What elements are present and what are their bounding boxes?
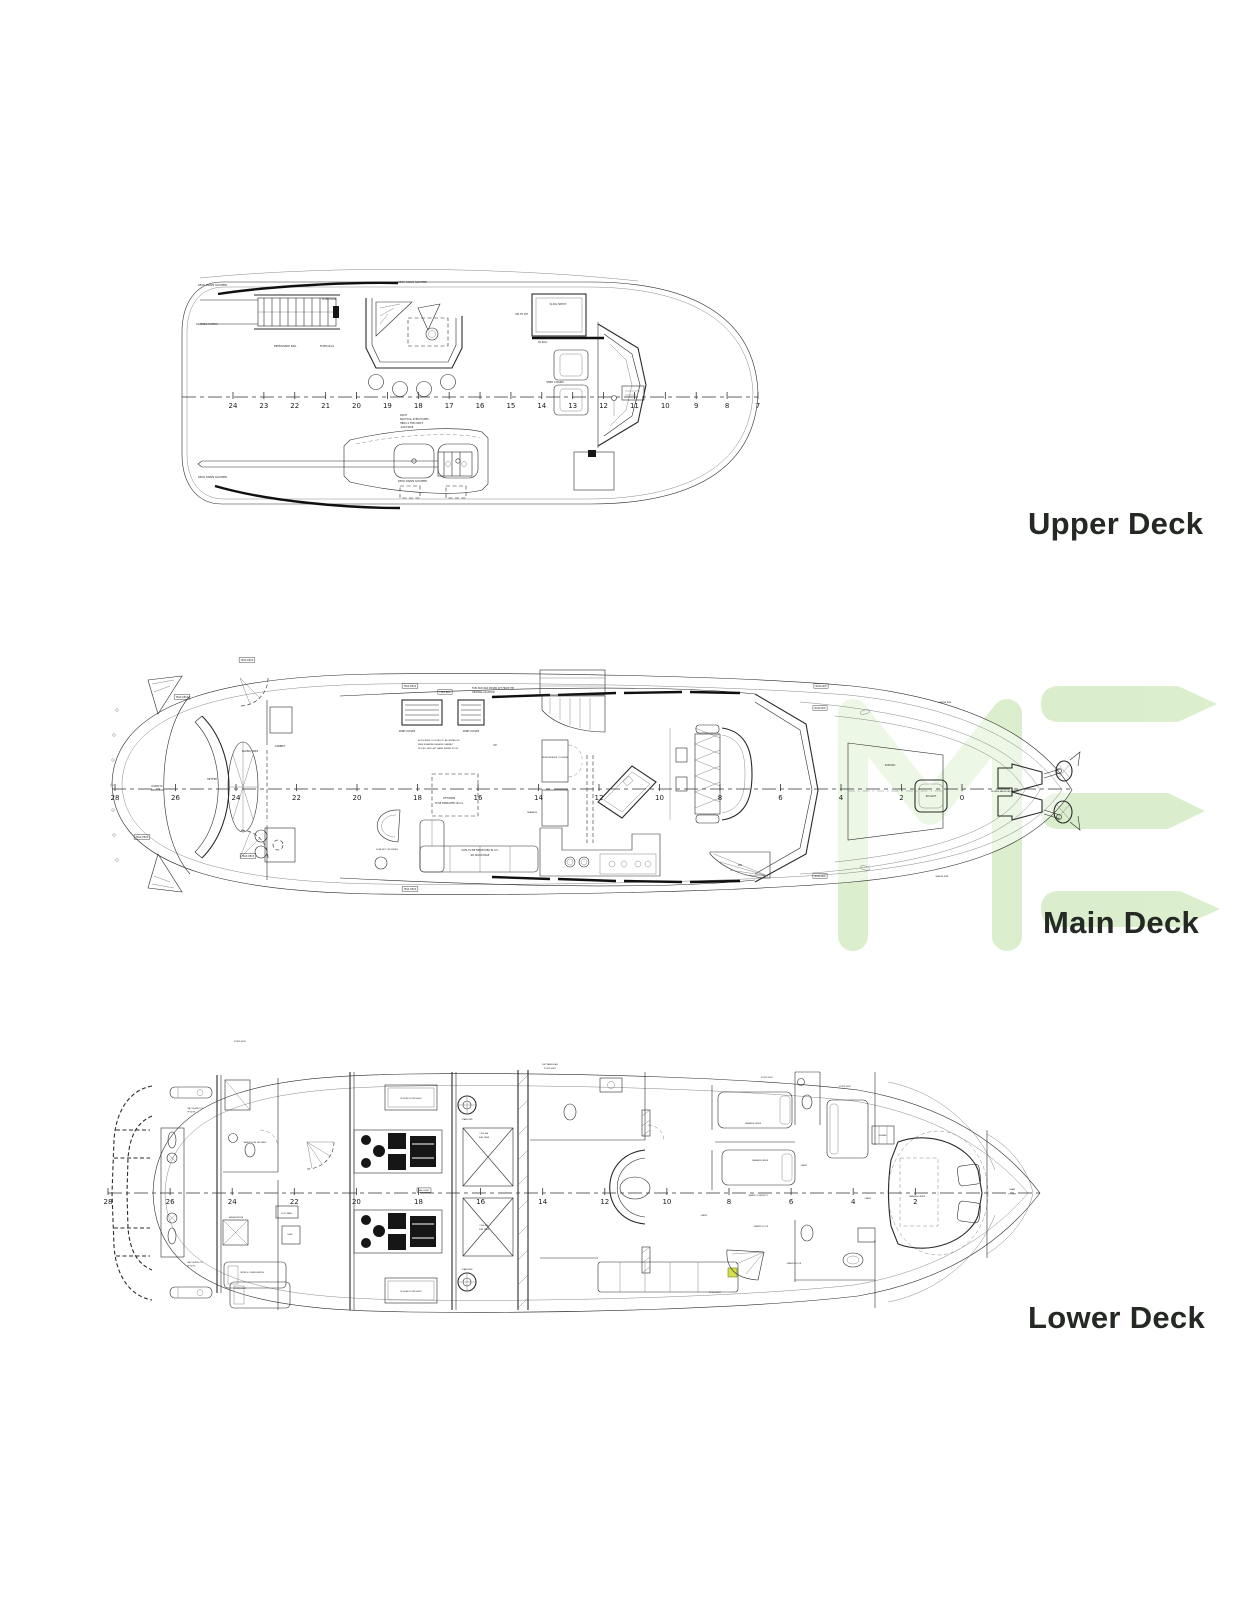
svg-text:PORTLIGHT: PORTLIGHT xyxy=(761,1077,773,1079)
svg-text:BUREAU: BUREAU xyxy=(879,1135,887,1137)
svg-text:7: 7 xyxy=(755,402,761,410)
svg-text:WINE COOLER: WINE COOLER xyxy=(398,730,416,733)
svg-text:NON-SKID: NON-SKID xyxy=(815,685,827,688)
svg-text:22: 22 xyxy=(290,402,300,410)
svg-text:TEAK DECK: TEAK DECK xyxy=(403,888,417,891)
svg-text:1700 GAL: 1700 GAL xyxy=(479,1133,489,1135)
svg-text:24: 24 xyxy=(227,1198,237,1206)
svg-text:14: 14 xyxy=(537,402,547,410)
svg-text:KOHLER 32 KW 60HZ: KOHLER 32 KW 60HZ xyxy=(400,1291,422,1293)
svg-text:TEAK DECK: TEAK DECK xyxy=(403,685,417,688)
svg-text:NO WOOD BASE: NO WOOD BASE xyxy=(470,854,490,857)
svg-text:PORTLIGHT: PORTLIGHT xyxy=(839,1086,851,1088)
svg-text:22: 22 xyxy=(289,1198,299,1206)
svg-text:15: 15 xyxy=(506,402,516,410)
svg-text:REMOVABLE RAIL: REMOVABLE RAIL xyxy=(274,345,297,348)
svg-text:26: 26 xyxy=(165,1198,175,1206)
svg-text:CHAIN: CHAIN xyxy=(1008,1189,1016,1191)
svg-text:NON-SKID: NON-SKID xyxy=(814,707,826,710)
svg-text:OF DECK: OF DECK xyxy=(187,1111,196,1114)
svg-text:10: 10 xyxy=(660,402,670,410)
svg-text:SLIDING HATCH: SLIDING HATCH xyxy=(196,322,218,326)
svg-text:24: 24 xyxy=(228,402,238,410)
svg-text:STABILIZER: STABILIZER xyxy=(461,1119,473,1121)
svg-text:16: 16 xyxy=(476,1198,486,1206)
svg-text:TEAK DECK: TEAK DECK xyxy=(135,836,149,839)
svg-text:FUEL BOX WAS MOVED AFT FROM TH: FUEL BOX WAS MOVED AFT FROM THE xyxy=(472,687,515,690)
svg-text:DN TO P/H: DN TO P/H xyxy=(515,313,528,316)
svg-text:6: 6 xyxy=(778,794,783,802)
svg-text:DAVIT: DAVIT xyxy=(400,414,408,417)
svg-text:DOORS. SEE LEFT HAND SWING DOO: DOORS. SEE LEFT HAND SWING DOOR. xyxy=(418,748,459,750)
svg-text:REFR/FREEZER COLUMNS: REFR/FREEZER COLUMNS xyxy=(542,757,568,759)
svg-text:28: 28 xyxy=(110,794,120,802)
svg-text:TEAK DECK: TEAK DECK xyxy=(240,659,254,662)
svg-text:DESK: DESK xyxy=(287,1234,293,1236)
svg-text:24: 24 xyxy=(231,794,241,802)
svg-text:FREE STANDING BEHIND CABINET: FREE STANDING BEHIND CABINET xyxy=(418,744,454,746)
svg-text:26: 26 xyxy=(171,794,180,802)
svg-text:DRAWERS: DRAWERS xyxy=(526,812,538,814)
svg-text:HAWSE PIPE: HAWSE PIPE xyxy=(935,876,949,878)
svg-text:DRAWERS UNDER: DRAWERS UNDER xyxy=(909,1196,925,1198)
svg-text:PORTLIGHT: PORTLIGHT xyxy=(234,1288,246,1290)
svg-text:ORIGINAL LOCATION: ORIGINAL LOCATION xyxy=(472,691,495,694)
svg-text:BOTH WINE COOLERS TO BE INSTAL: BOTH WINE COOLERS TO BE INSTALLED xyxy=(418,740,460,742)
svg-text:DECK DRAIN SCUPPER: DECK DRAIN SCUPPER xyxy=(398,281,427,284)
svg-text:DOUBLE ANCHORS LAYOUT: DOUBLE ANCHORS LAYOUT xyxy=(990,791,1020,793)
svg-text:10: 10 xyxy=(655,794,664,802)
svg-text:22: 22 xyxy=(292,794,301,802)
svg-text:FUEL TANK: FUEL TANK xyxy=(478,1137,490,1139)
upper-hull-outline xyxy=(182,269,761,508)
svg-text:28: 28 xyxy=(103,1198,113,1206)
svg-text:1700 GAL: 1700 GAL xyxy=(479,1225,489,1227)
svg-text:FUEL TANK: FUEL TANK xyxy=(478,1229,490,1231)
svg-text:SWIM DECK: SWIM DECK xyxy=(150,789,164,792)
svg-text:WINE COOLER: WINE COOLER xyxy=(462,730,480,733)
svg-text:2: 2 xyxy=(899,794,904,802)
svg-text:21: 21 xyxy=(321,402,331,410)
svg-text:STBD CHAIRS: STBD CHAIRS xyxy=(546,381,564,384)
svg-text:UPPER & LOWER BERTHS: UPPER & LOWER BERTHS xyxy=(240,1272,264,1274)
svg-text:20: 20 xyxy=(352,402,361,410)
svg-text:SETTEE: SETTEE xyxy=(207,778,217,781)
svg-text:8: 8 xyxy=(724,402,730,410)
svg-text:20: 20 xyxy=(352,794,362,802)
svg-text:12: 12 xyxy=(600,1198,610,1206)
svg-text:4: 4 xyxy=(850,1198,856,1206)
svg-text:ELEC PANEL: ELEC PANEL xyxy=(281,1213,293,1215)
svg-text:SOFA TO BE FABRICATED IN U.S.: SOFA TO BE FABRICATED IN U.S. xyxy=(461,849,499,852)
svg-text:20: 20 xyxy=(351,1198,361,1206)
svg-text:NAUTICAL STRUCTURES: NAUTICAL STRUCTURES xyxy=(400,418,429,421)
svg-text:PORTLIGHT: PORTLIGHT xyxy=(544,1068,556,1070)
svg-text:TEAK DECK: TEAK DECK xyxy=(241,855,255,858)
highlighted-fixture xyxy=(728,1268,737,1277)
svg-text:-100-T4D-B: -100-T4D-B xyxy=(400,426,414,429)
svg-text:WATER FLUSH (SHOWER): WATER FLUSH (SHOWER) xyxy=(243,1142,267,1144)
svg-text:GRANITE COUNTERTOP: GRANITE COUNTERTOP xyxy=(748,1195,768,1197)
stabilizer-port xyxy=(458,1273,476,1291)
svg-text:KOHLER 32 KW 60HZ: KOHLER 32 KW 60HZ xyxy=(400,1098,422,1100)
svg-text:4: 4 xyxy=(838,794,844,802)
svg-text:8: 8 xyxy=(726,1198,732,1206)
svg-text:19: 19 xyxy=(382,402,392,410)
upper-deck-label: Upper Deck xyxy=(1028,506,1204,541)
svg-text:DRAWERS UNDER: DRAWERS UNDER xyxy=(752,1160,768,1162)
svg-text:STABILIZER: STABILIZER xyxy=(461,1269,473,1271)
svg-text:8: 8 xyxy=(717,794,723,802)
svg-text:SS RAIL: SS RAIL xyxy=(538,341,548,344)
svg-text:9: 9 xyxy=(693,402,699,410)
svg-text:14: 14 xyxy=(534,794,543,802)
svg-text:OTTOMAN: OTTOMAN xyxy=(442,797,456,800)
svg-text:18: 18 xyxy=(414,1198,423,1206)
main-deck-plan xyxy=(100,640,1085,902)
svg-text:PORTLIGHT: PORTLIGHT xyxy=(234,1041,246,1043)
main-deck-label: Main Deck xyxy=(1043,905,1200,940)
svg-text:18: 18 xyxy=(413,794,422,802)
svg-text:RECTANGULAR: RECTANGULAR xyxy=(542,1064,558,1066)
svg-text:10: 10 xyxy=(662,1198,672,1206)
svg-text:DRAWERS UNDER: DRAWERS UNDER xyxy=(745,1123,761,1125)
svg-text:CARPET: CARPET xyxy=(864,1198,872,1200)
svg-text:GRANITE FLOOR: GRANITE FLOOR xyxy=(786,1263,802,1265)
svg-text:12: 12 xyxy=(594,794,604,802)
svg-text:14: 14 xyxy=(538,1198,548,1206)
svg-text:SOFA NOT INCLUDED: SOFA NOT INCLUDED xyxy=(376,849,398,851)
svg-text:6: 6 xyxy=(788,1198,794,1206)
svg-text:LOCKER: LOCKER xyxy=(1008,1193,1016,1196)
svg-text:SUN PAD: SUN PAD xyxy=(884,764,896,767)
svg-text:SKYLIGHT: SKYLIGHT xyxy=(925,795,937,798)
svg-text:FIXED RAIL: FIXED RAIL xyxy=(320,345,335,348)
svg-text:SLDG HATCH: SLDG HATCH xyxy=(549,303,567,306)
svg-text:CARPET: CARPET xyxy=(800,1165,808,1167)
svg-text:OF DECK: OF DECK xyxy=(187,1265,196,1268)
svg-text:CALCULATED CG: CALCULATED CG xyxy=(187,1108,203,1110)
svg-text:HBO/11 FWD 8X8.5: HBO/11 FWD 8X8.5 xyxy=(400,422,424,425)
lower-deck-plan xyxy=(100,1030,1050,1315)
svg-text:NON-SKID: NON-SKID xyxy=(814,875,826,878)
svg-text:11: 11 xyxy=(629,402,639,410)
svg-text:PORTLIGHT: PORTLIGHT xyxy=(709,1292,721,1294)
svg-text:18: 18 xyxy=(413,402,423,410)
svg-text:SEA CHEST: SEA CHEST xyxy=(418,1190,430,1192)
svg-text:DECK DRAIN SCUPPER: DECK DRAIN SCUPPER xyxy=(398,480,427,483)
svg-text:2: 2 xyxy=(913,1198,918,1206)
svg-text:12: 12 xyxy=(599,402,609,410)
svg-text:FUEL BOX: FUEL BOX xyxy=(439,691,451,694)
svg-text:13: 13 xyxy=(568,402,578,410)
svg-text:HAWSE PIPE: HAWSE PIPE xyxy=(938,702,952,704)
svg-text:UP: UP xyxy=(493,744,497,747)
svg-text:DECK DRAIN SCUPPER: DECK DRAIN SCUPPER xyxy=(198,476,227,479)
svg-text:GRANITE FLOOR: GRANITE FLOOR xyxy=(753,1226,769,1228)
lower-deck-label: Lower Deck xyxy=(1028,1300,1206,1335)
svg-text:23: 23 xyxy=(259,402,269,410)
svg-text:TEAK DECK: TEAK DECK xyxy=(175,696,189,699)
svg-text:16: 16 xyxy=(475,402,485,410)
svg-text:FIXED RAIL: FIXED RAIL xyxy=(322,298,337,301)
svg-text:SLIDING TABLE: SLIDING TABLE xyxy=(241,750,259,753)
upper-deck-plan xyxy=(170,258,770,510)
svg-text:17: 17 xyxy=(444,402,454,410)
svg-text:16: 16 xyxy=(473,794,483,802)
svg-text:CALCULATED CG: CALCULATED CG xyxy=(187,1262,203,1264)
svg-text:CABINET: CABINET xyxy=(274,745,286,748)
stabilizer-stbd xyxy=(458,1096,476,1114)
svg-text:DECK DRAIN SCUPPER: DECK DRAIN SCUPPER xyxy=(198,284,227,287)
svg-text:DN: DN xyxy=(738,864,742,867)
svg-text:0: 0 xyxy=(959,794,965,802)
svg-text:CARPET: CARPET xyxy=(700,1215,708,1217)
svg-text:WASHER/DRYER: WASHER/DRYER xyxy=(228,1217,244,1219)
svg-text:TO BE FABRICATED IN U.S.: TO BE FABRICATED IN U.S. xyxy=(434,802,464,805)
svg-text:DOWN TO: DOWN TO xyxy=(151,785,163,788)
